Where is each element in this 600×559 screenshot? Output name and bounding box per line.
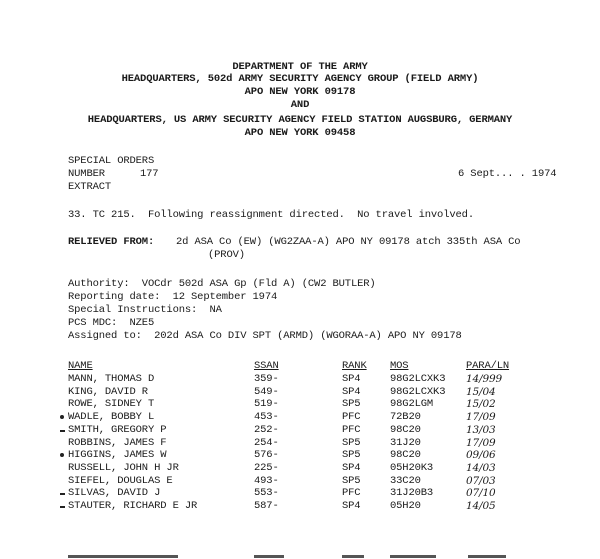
cell-para: 14/999 xyxy=(466,373,503,385)
dash-mark xyxy=(60,506,65,508)
cell-name: SMITH, GREGORY P xyxy=(68,424,167,436)
cell-rank: SP5 xyxy=(342,437,361,449)
cut-off-row-marks xyxy=(60,553,530,559)
assigned-to-line: Assigned to: 202d ASA Co DIV SPT (ARMD) (WGORAA-A) APO NY 09178 xyxy=(68,330,462,342)
cell-mos: 33C20 xyxy=(390,475,421,487)
header-hq-augsburg: HEADQUARTERS, US ARMY SECURITY AGENCY FIELD STATION AUGSBURG, GERMANY xyxy=(87,114,513,126)
cell-name: HIGGINS, JAMES W xyxy=(68,449,167,461)
cell-name: WADLE, BOBBY L xyxy=(68,411,155,423)
cell-ssan: 252- xyxy=(254,424,279,436)
bullet-mark xyxy=(60,415,64,419)
cell-ssan: 453- xyxy=(254,411,279,423)
cell-mos: 98C20 xyxy=(390,424,421,436)
cell-para: 09/06 xyxy=(466,449,496,461)
cell-para: 13/03 xyxy=(466,424,496,436)
cell-rank: PFC xyxy=(342,424,361,436)
cell-ssan: 587- xyxy=(254,500,279,512)
cell-rank: SP4 xyxy=(342,500,361,512)
cell-mos: 98G2LCXK3 xyxy=(390,386,446,398)
col-header-ssan: SSAN xyxy=(254,360,279,372)
cell-mos: 05H20K3 xyxy=(390,462,434,474)
relieved-from-label: RELIEVED FROM: xyxy=(68,236,155,248)
cell-name: MANN, THOMAS D xyxy=(68,373,155,385)
special-instructions-line: Special Instructions: NA xyxy=(68,304,222,316)
header-hq-502d: HEADQUARTERS, 502d ARMY SECURITY AGENCY GROUP (FIELD ARMY) xyxy=(121,73,479,85)
col-header-name: NAME xyxy=(68,360,93,372)
cell-rank: SP4 xyxy=(342,373,361,385)
bullet-mark xyxy=(60,453,64,457)
cell-para: 07/03 xyxy=(466,475,496,487)
cell-name: STAUTER, RICHARD E JR xyxy=(68,500,198,512)
cell-ssan: 254- xyxy=(254,437,279,449)
relieved-from-value: 2d ASA Co (EW) (WG2ZAA-A) APO NY 09178 atch 335th ASA Co xyxy=(176,236,521,248)
cell-mos: 31J20 xyxy=(390,437,421,449)
dash-mark xyxy=(60,430,65,432)
cell-name: ROWE, SIDNEY T xyxy=(68,398,155,410)
cell-para: 15/02 xyxy=(466,398,496,410)
cell-ssan: 519- xyxy=(254,398,279,410)
cell-ssan: 493- xyxy=(254,475,279,487)
cell-mos: 98G2LCXK3 xyxy=(390,373,446,385)
cell-ssan: 553- xyxy=(254,487,279,499)
special-orders-title: SPECIAL ORDERS xyxy=(68,155,155,167)
cell-rank: SP5 xyxy=(342,449,361,461)
cell-para: 17/09 xyxy=(466,411,496,423)
cell-rank: PFC xyxy=(342,487,361,499)
cell-name: KING, DAVID R xyxy=(68,386,148,398)
dash-mark xyxy=(60,493,65,495)
cell-rank: SP5 xyxy=(342,398,361,410)
header-apo-1: APO NEW YORK 09178 xyxy=(244,86,356,98)
col-header-mos: MOS xyxy=(390,360,409,372)
cell-rank: SP4 xyxy=(342,462,361,474)
header-and: AND xyxy=(290,99,310,111)
cell-para: 14/03 xyxy=(466,462,496,474)
cell-ssan: 359- xyxy=(254,373,279,385)
header-apo-2: APO NEW YORK 09458 xyxy=(244,127,356,139)
cell-rank: PFC xyxy=(342,411,361,423)
cell-name: SILVAS, DAVID J xyxy=(68,487,161,499)
authority-line: Authority: VOCdr 502d ASA Gp (Fld A) (CW2 BUTLER) xyxy=(68,278,376,290)
cell-mos: 98G2LGM xyxy=(390,398,434,410)
relieved-from-value-cont: (PROV) xyxy=(208,249,245,261)
cell-rank: SP4 xyxy=(342,386,361,398)
extract-label: EXTRACT xyxy=(68,181,112,193)
cell-name: RUSSELL, JOHN H JR xyxy=(68,462,179,474)
cell-ssan: 225- xyxy=(254,462,279,474)
cell-mos: 05H20 xyxy=(390,500,421,512)
cell-mos: 98C20 xyxy=(390,449,421,461)
col-header-rank: RANK xyxy=(342,360,367,372)
cell-rank: SP5 xyxy=(342,475,361,487)
number-label: NUMBER xyxy=(68,168,105,180)
col-header-para: PARA/LN xyxy=(466,360,510,372)
cell-name: SIEFEL, DOUGLAS E xyxy=(68,475,173,487)
reporting-date-line: Reporting date: 12 September 1974 xyxy=(68,291,278,303)
cell-name: ROBBINS, JAMES F xyxy=(68,437,167,449)
cell-ssan: 549- xyxy=(254,386,279,398)
cell-mos: 31J20B3 xyxy=(390,487,434,499)
cell-para: 17/09 xyxy=(466,437,496,449)
order-date: 6 Sept... . 1974 xyxy=(458,168,557,180)
pcs-mdc-line: PCS MDC: NZE5 xyxy=(68,317,155,329)
paragraph-33: 33. TC 215. Following reassignment directed. No travel involved. xyxy=(68,209,474,221)
header-department: DEPARTMENT OF THE ARMY xyxy=(232,61,368,73)
cell-ssan: 576- xyxy=(254,449,279,461)
cell-mos: 72B20 xyxy=(390,411,421,423)
cell-para: 14/05 xyxy=(466,500,496,512)
order-number: 177 xyxy=(140,168,159,180)
cell-para: 07/10 xyxy=(466,487,496,499)
cell-para: 15/04 xyxy=(466,386,496,398)
cut-off-row xyxy=(60,552,530,559)
